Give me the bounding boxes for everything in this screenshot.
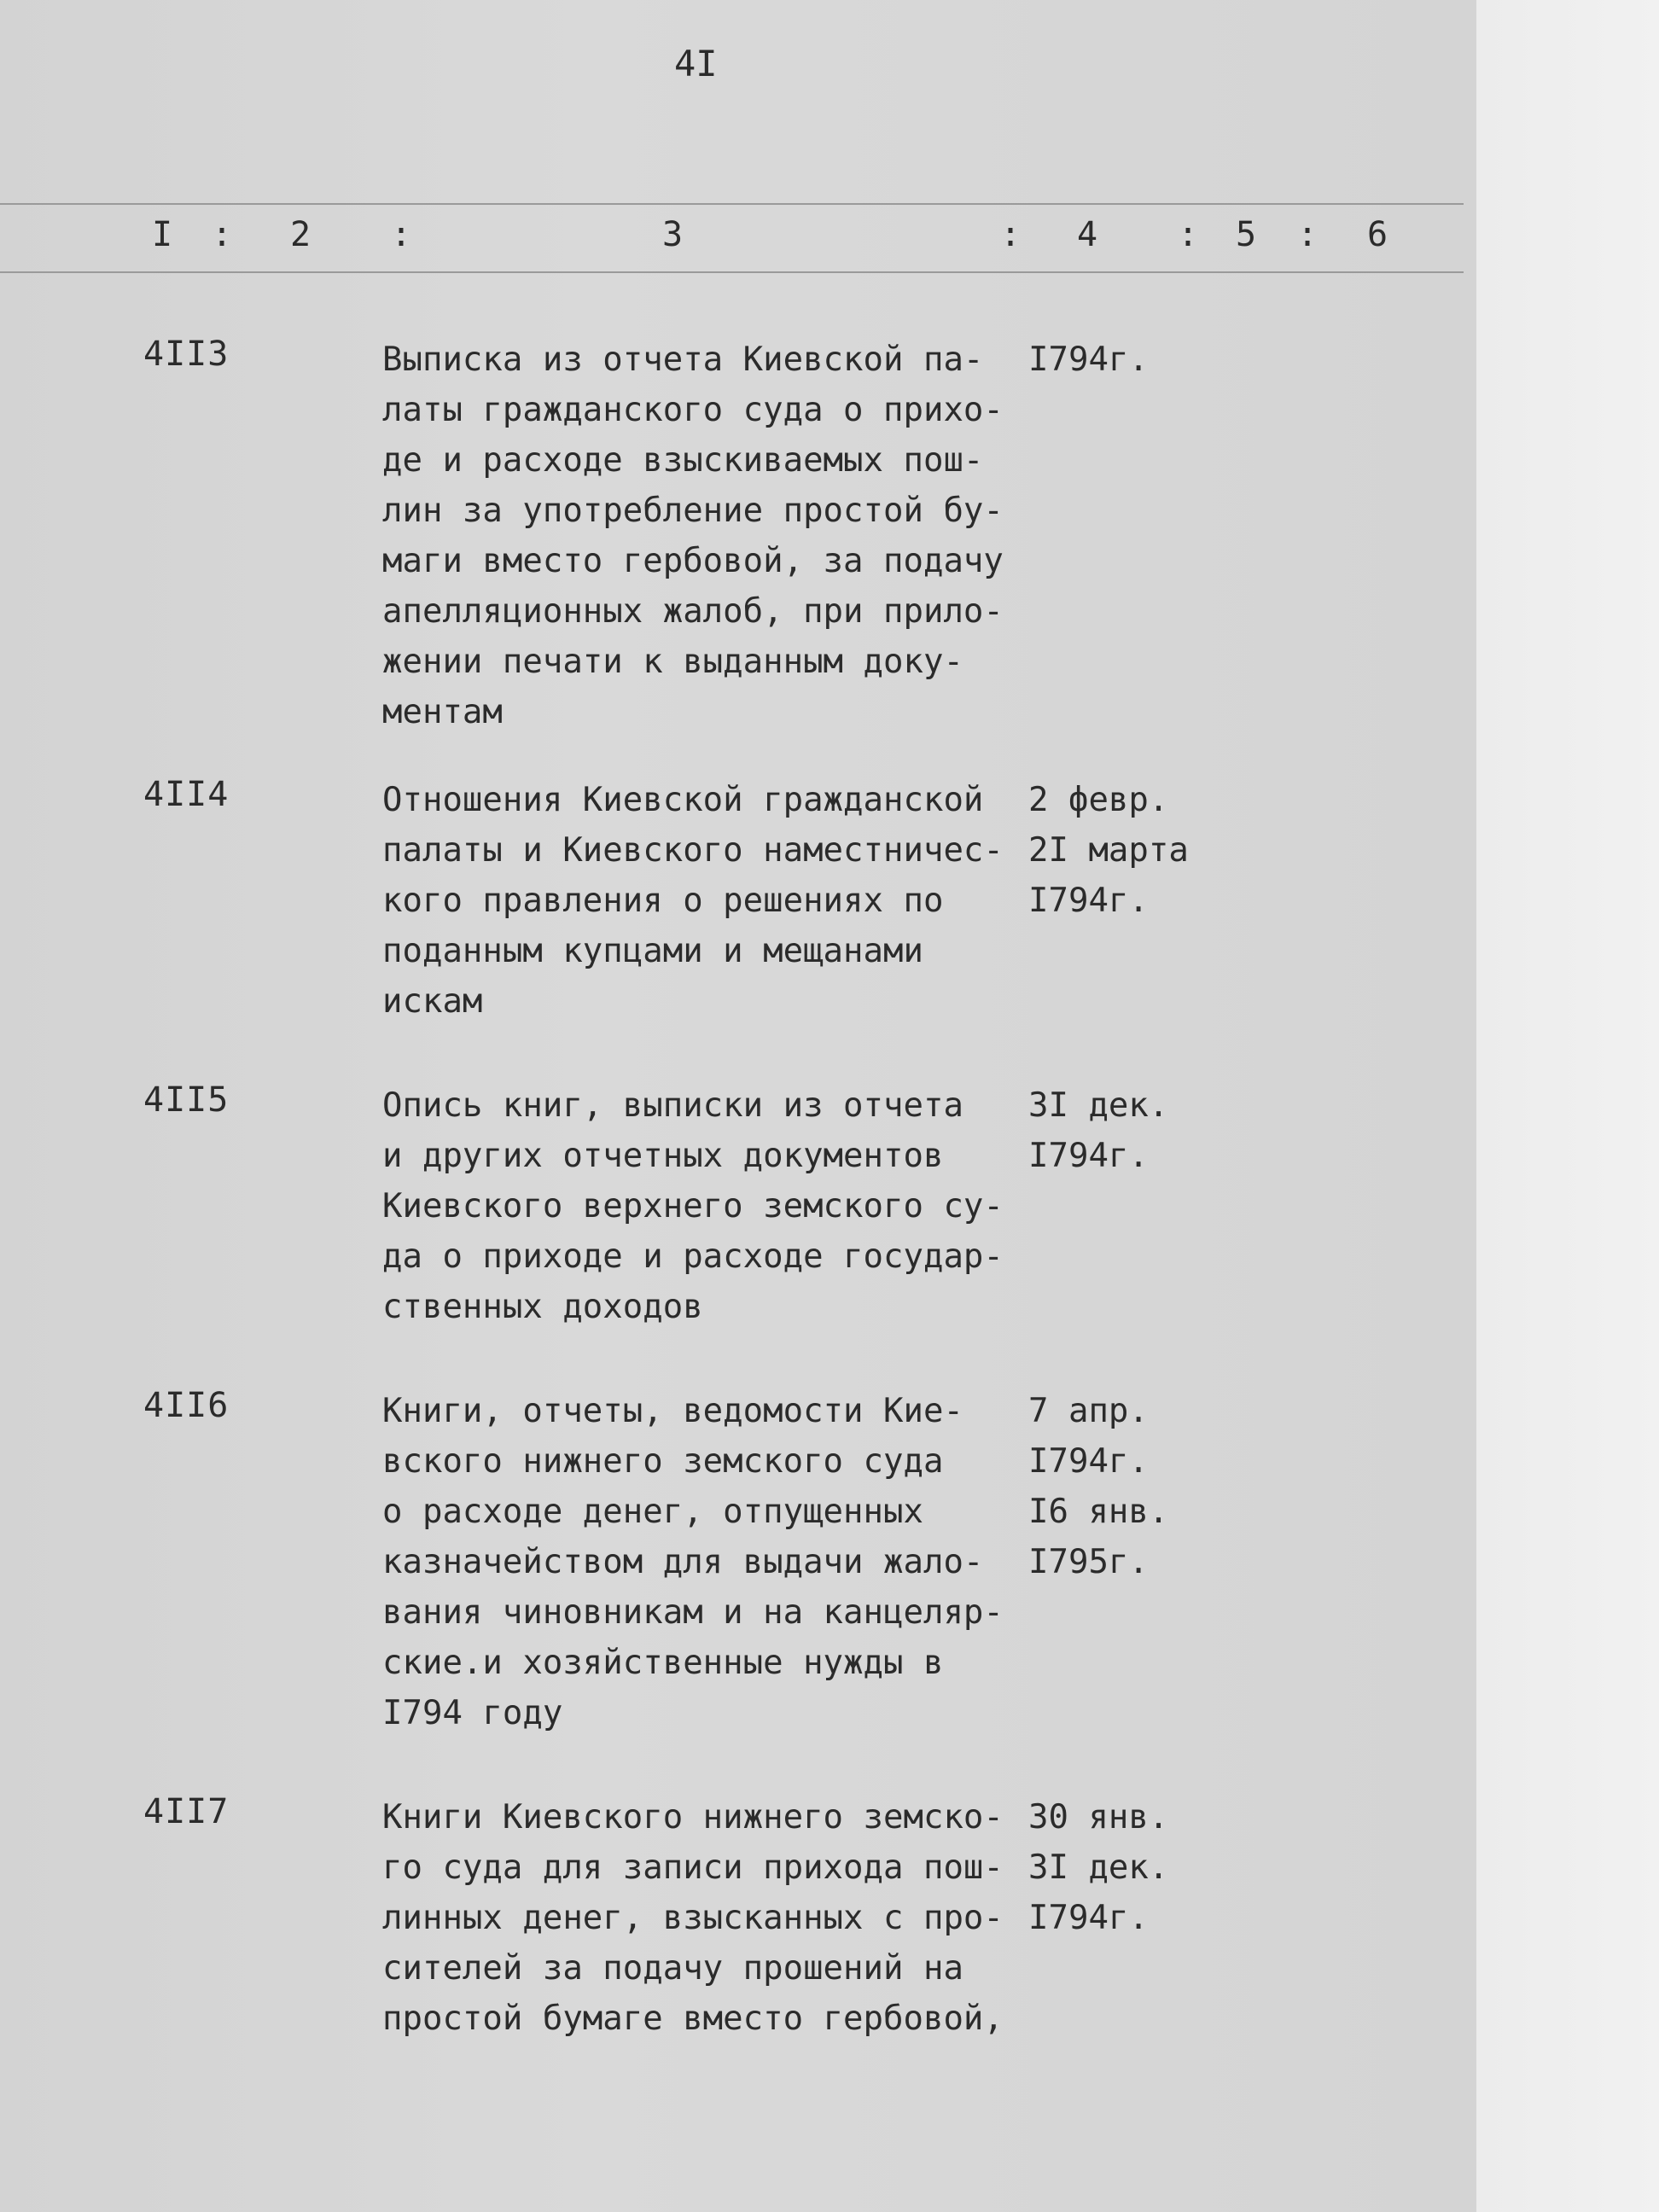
column-separator: : bbox=[1297, 215, 1318, 254]
column-separator: : bbox=[1000, 215, 1022, 254]
entry-date: 2 февр. 2I марта I794г. bbox=[1028, 781, 1189, 920]
column-header-4: 4 bbox=[1077, 215, 1098, 254]
entry-date: 30 янв. 3I дек. I794г. bbox=[1028, 1798, 1169, 1937]
entry-date: 7 апр. I794г. I6 янв. I795г. bbox=[1028, 1392, 1169, 1581]
entry-description: Книги, отчеты, ведомости Кие- вского нижнего земского суда о расходе денег, отпущенных казначейством для выдачи жало- вания чиновникам и на канцеляр- ские.и хозяйственные нужды в I794 году bbox=[382, 1392, 1004, 1732]
column-header-1: I bbox=[152, 215, 173, 254]
column-separator: : bbox=[212, 215, 233, 254]
header-rule-top bbox=[0, 203, 1464, 205]
entry-date: 3I дек. I794г. bbox=[1028, 1086, 1169, 1175]
entry-number: 4II6 bbox=[143, 1386, 230, 1425]
header-rule-bottom bbox=[0, 271, 1464, 273]
column-header-3: 3 bbox=[662, 215, 684, 254]
entry-number: 4II4 bbox=[143, 775, 230, 814]
column-header-2: 2 bbox=[290, 215, 311, 254]
entry-description: Книги Киевского нижнего земско- го суда для записи прихода пош- линных денег, взысканных с про- сителей за подачу прошений на простой бумаге вместо гербовой, bbox=[382, 1798, 1004, 2038]
column-header-6: 6 bbox=[1367, 215, 1388, 254]
page-margin-background bbox=[1476, 0, 1659, 2212]
entry-number: 4II7 bbox=[143, 1792, 230, 1831]
entry-description: Выписка из отчета Киевской па- латы гражданского суда о прихо- де и расходе взыскиваемых пош- лин за употребление простой бу- маги вместо гербовой, за подачу апелляционных жалоб, при прило- жении печати к выданным доку- ментам bbox=[382, 341, 1004, 731]
entry-description: Опись книг, выписки из отчета и других отчетных документов Киевского верхнего земского су- да о приходе и расходе государ- ственных доходов bbox=[382, 1086, 1004, 1326]
entry-date: I794г. bbox=[1028, 341, 1149, 379]
page-number: 4I bbox=[674, 43, 718, 84]
entry-number: 4II3 bbox=[143, 335, 230, 374]
column-separator: : bbox=[1178, 215, 1199, 254]
column-separator: : bbox=[391, 215, 412, 254]
column-header-5: 5 bbox=[1236, 215, 1257, 254]
entry-number: 4II5 bbox=[143, 1080, 230, 1120]
entry-description: Отношения Киевской гражданской палаты и Киевского наместничес- кого правления о решениях по поданным купцами и мещанами искам bbox=[382, 781, 1004, 1021]
